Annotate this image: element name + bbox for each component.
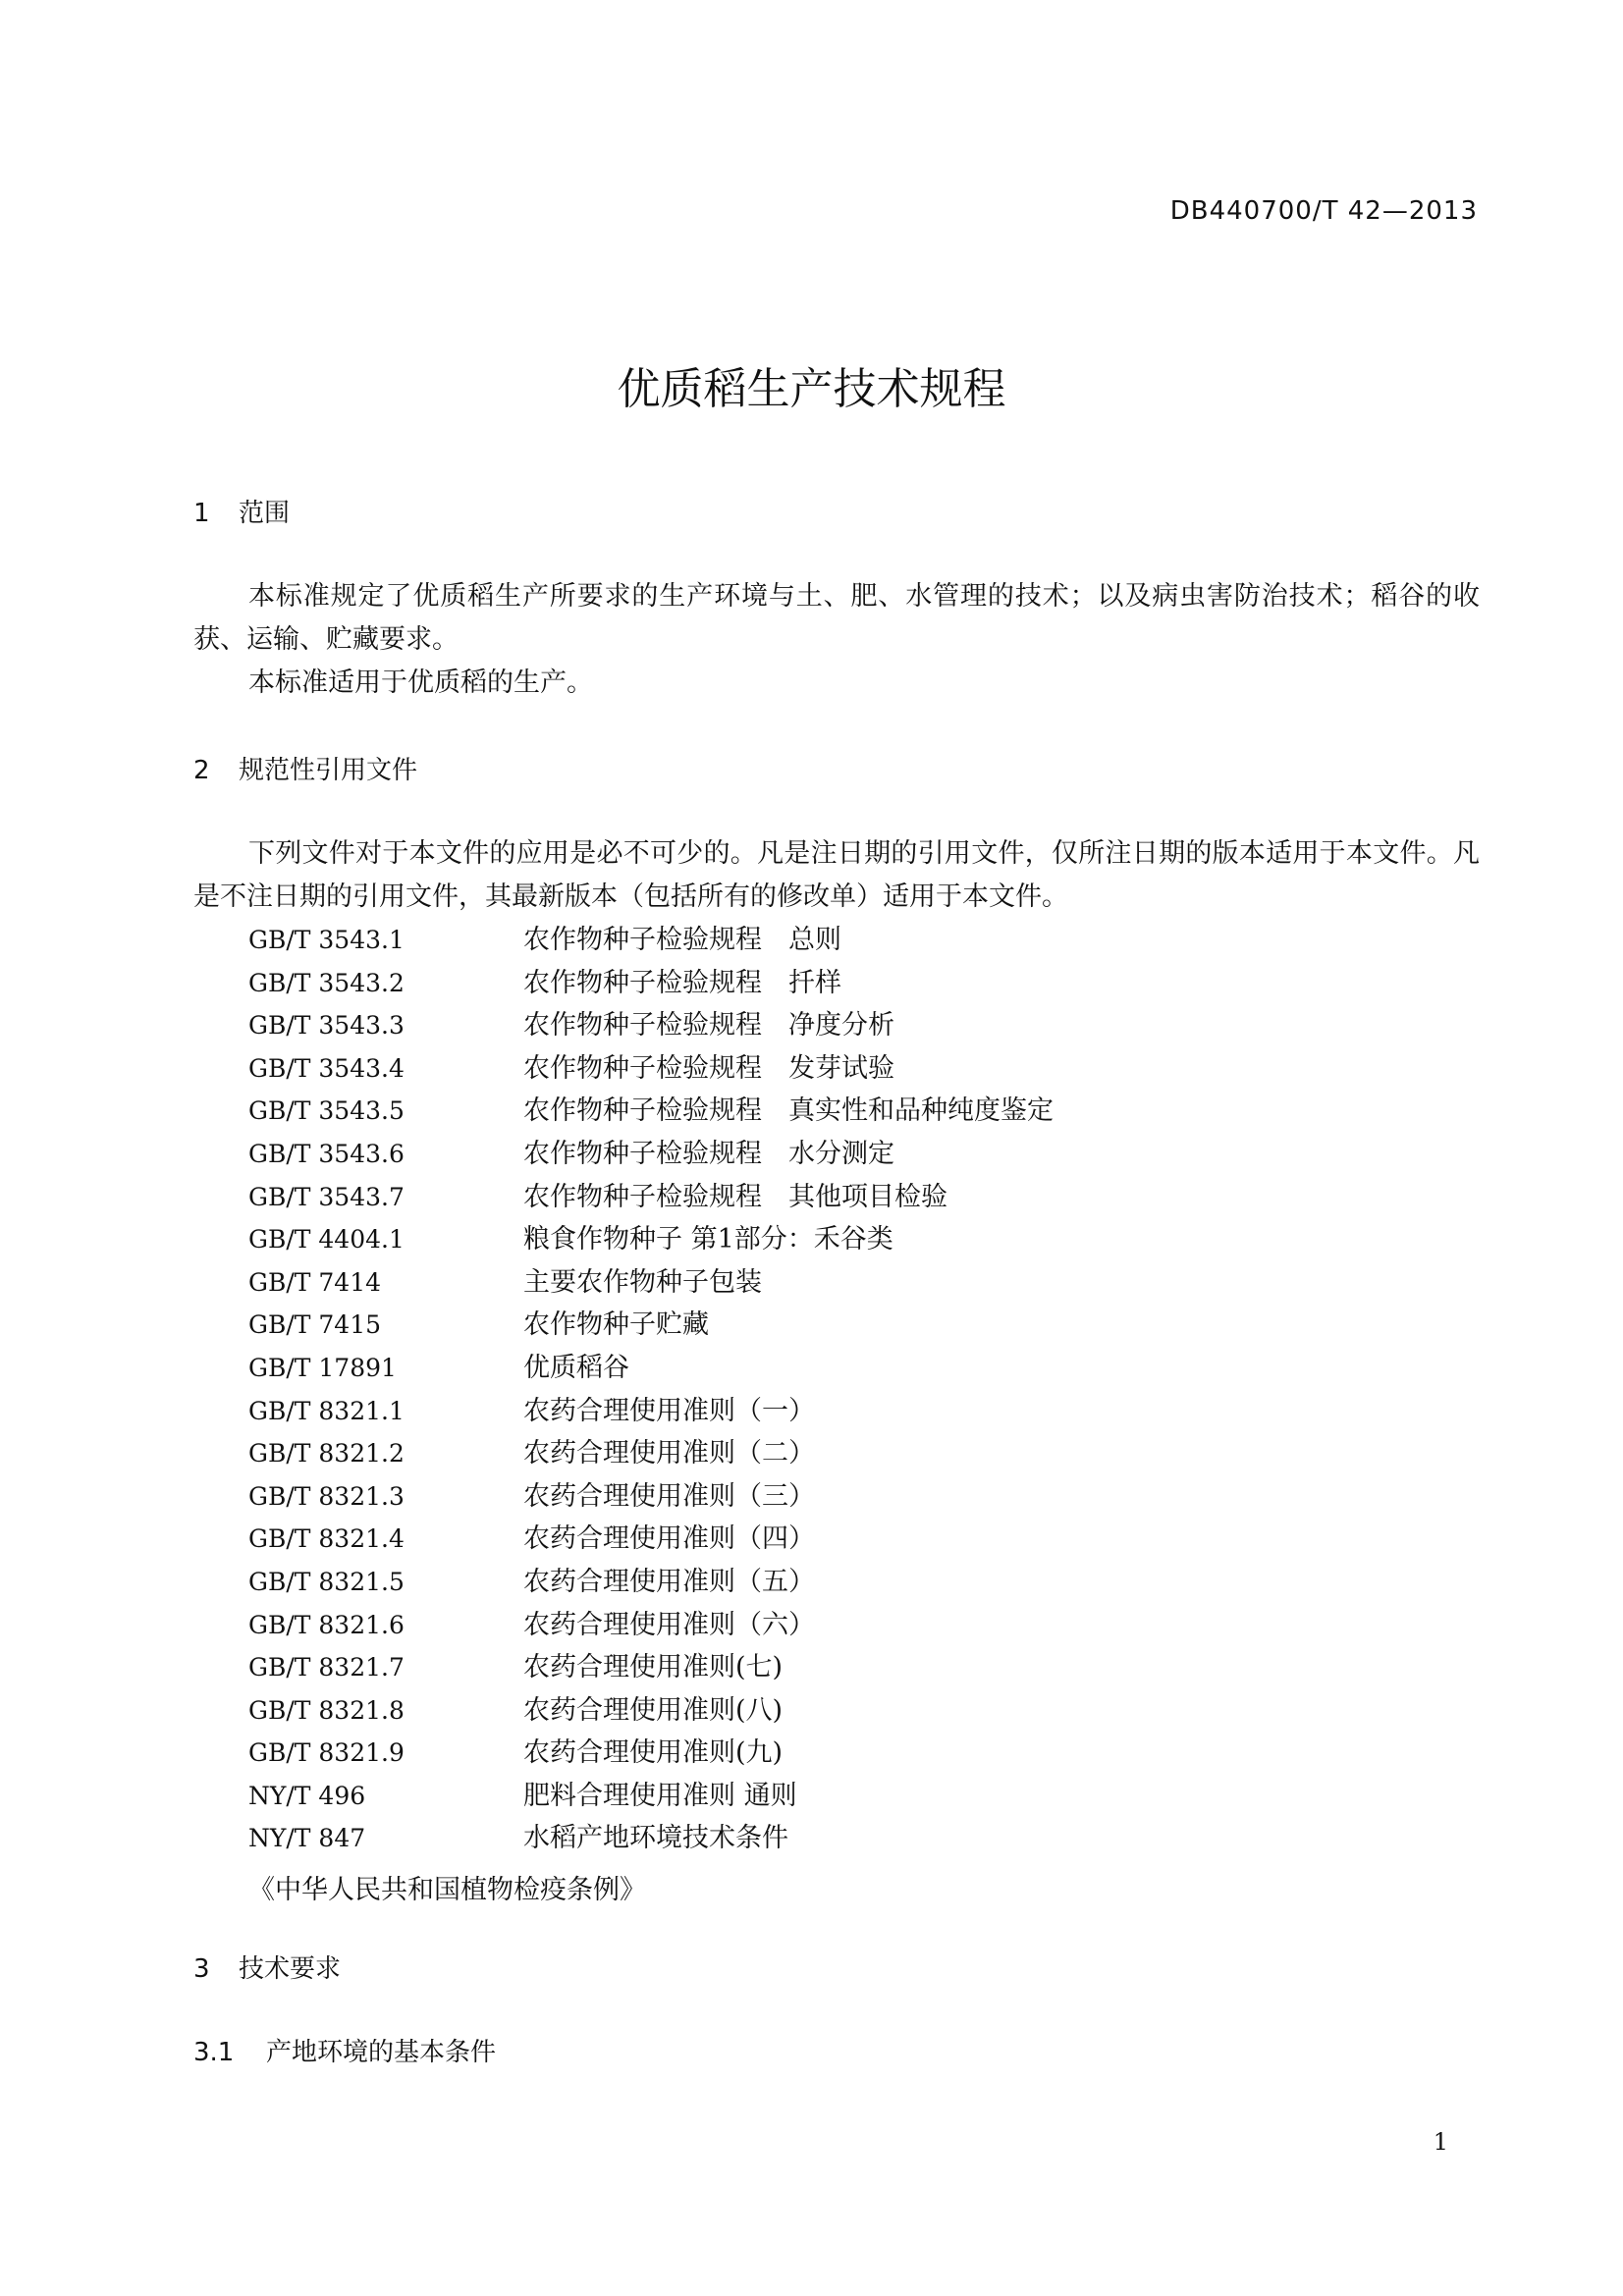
reference-item <box>248 1133 1054 1176</box>
reference-code: GB/T 8321.1 <box>248 1396 405 1425</box>
reference-title: 农作物种子检验规程 发芽试验 <box>523 1052 894 1084</box>
section-title: 产地环境的基本条件 <box>266 2038 497 2067</box>
reference-item <box>248 1689 1054 1733</box>
doc-code: DB440700/T 42—2013 <box>1169 196 1478 226</box>
reference-item <box>248 1218 1054 1261</box>
reference-item <box>248 1176 1054 1219</box>
reference-code: GB/T 17891 <box>248 1353 397 1382</box>
reference-code: GB/T 3543.1 <box>248 926 405 954</box>
reference-code: GB/T 8321.3 <box>248 1481 405 1511</box>
reference-code: GB/T 4404.1 <box>248 1225 405 1255</box>
reference-code: GB/T 8321.6 <box>248 1610 405 1639</box>
reference-code: GB/T 8321.9 <box>248 1738 405 1768</box>
reference-code: GB/T 8321.7 <box>248 1653 405 1682</box>
reference-title: 粮食作物种子 第1部分：禾谷类 <box>523 1224 893 1255</box>
reference-title: 农作物种子检验规程 净度分析 <box>523 1010 894 1041</box>
reference-item <box>248 962 1054 1005</box>
reference-title: 农作物种子贮藏 <box>523 1309 709 1341</box>
section-1-heading <box>193 493 290 529</box>
section-number: 3.1 <box>193 2038 235 2067</box>
page-number: 1 <box>1433 2128 1448 2156</box>
reference-title: 水稻产地环境技术条件 <box>523 1823 788 1854</box>
reference-item <box>248 919 1054 962</box>
reference-title: 肥料合理使用准则 通则 <box>523 1780 797 1811</box>
reference-item <box>248 1304 1054 1347</box>
reference-item <box>248 1518 1054 1561</box>
section-1-paragraph-2: 本标准适用于优质稻的生产。 <box>248 667 593 698</box>
reference-item <box>248 1775 1054 1818</box>
reference-code: GB/T 3543.4 <box>248 1053 405 1083</box>
section-title: 技术要求 <box>239 1954 342 1984</box>
reference-title: 农药合理使用准则（三） <box>523 1480 815 1512</box>
reference-code: GB/T 7414 <box>248 1267 382 1297</box>
reference-item <box>248 1817 1054 1860</box>
section-number: 3 <box>193 1954 210 1984</box>
section-number: 2 <box>193 756 210 785</box>
reference-code: GB/T 3543.5 <box>248 1096 405 1126</box>
reference-title: 农药合理使用准则(九) <box>523 1737 784 1769</box>
reference-code: GB/T 3543.6 <box>248 1139 405 1168</box>
reference-title: 农作物种子检验规程 扦样 <box>523 967 841 998</box>
reference-item <box>248 1390 1054 1433</box>
reference-title: 农药合理使用准则(七) <box>523 1652 784 1683</box>
reference-code: NY/T 496 <box>248 1781 366 1810</box>
reference-item <box>248 1047 1054 1091</box>
section-2-intro: 下列文件对于本文件的应用是必不可少的。凡是注日期的引用文件，仅所注日期的版本适用于本文件。凡是不注日期的引用文件，其最新版本（包括所有的修改单）适用于本文件。 <box>193 838 1480 912</box>
reference-title: 农作物种子检验规程 其他项目检验 <box>523 1181 947 1212</box>
reference-code: GB/T 7415 <box>248 1310 382 1340</box>
reference-code: GB/T 3543.7 <box>248 1182 405 1211</box>
section-number: 1 <box>193 499 210 528</box>
reference-item <box>248 1347 1054 1390</box>
reference-title: 农药合理使用准则（五） <box>523 1566 815 1597</box>
section-2-heading <box>193 750 417 786</box>
section-title: 范围 <box>239 499 291 528</box>
reference-title: 农作物种子检验规程 总则 <box>523 925 841 955</box>
section-3-1-heading <box>193 2032 496 2068</box>
reference-item <box>248 1604 1054 1647</box>
reference-code: GB/T 3543.2 <box>248 968 405 997</box>
reference-code: NY/T 847 <box>248 1824 366 1853</box>
reference-title: 主要农作物种子包装 <box>523 1266 762 1298</box>
reference-title: 优质稻谷 <box>523 1352 629 1383</box>
reference-code: GB/T 8321.2 <box>248 1439 405 1468</box>
reference-item <box>248 1004 1054 1047</box>
reference-item <box>248 1261 1054 1305</box>
reference-title: 农药合理使用准则(八) <box>523 1694 784 1726</box>
reference-title: 农作物种子检验规程 水分测定 <box>523 1138 894 1169</box>
reference-title: 农药合理使用准则（一） <box>523 1395 815 1426</box>
reference-item <box>248 1090 1054 1133</box>
reference-item <box>248 1732 1054 1775</box>
reference-title: 农药合理使用准则（二） <box>523 1438 815 1469</box>
regulation-reference: 《中华人民共和国植物检疫条例》 <box>248 1875 646 1905</box>
reference-item <box>248 1432 1054 1475</box>
section-1-paragraph-1: 本标准规定了优质稻生产所要求的生产环境与土、肥、水管理的技术；以及病虫害防治技术；稻谷的收获、运输、贮藏要求。 <box>193 581 1480 655</box>
section-3-heading <box>193 1949 341 1985</box>
reference-list <box>248 919 1054 1860</box>
reference-title: 农药合理使用准则（四） <box>523 1523 815 1555</box>
reference-title: 农作物种子检验规程 真实性和品种纯度鉴定 <box>523 1095 1054 1127</box>
page-title: 优质稻生产技术规程 <box>617 364 1006 414</box>
reference-title: 农药合理使用准则（六） <box>523 1609 815 1640</box>
reference-item <box>248 1646 1054 1689</box>
section-title: 规范性引用文件 <box>239 756 418 785</box>
reference-item <box>248 1561 1054 1604</box>
reference-code: GB/T 8321.4 <box>248 1524 405 1554</box>
reference-code: GB/T 3543.3 <box>248 1011 405 1041</box>
reference-code: GB/T 8321.5 <box>248 1567 405 1596</box>
reference-item <box>248 1475 1054 1519</box>
reference-code: GB/T 8321.8 <box>248 1695 405 1725</box>
